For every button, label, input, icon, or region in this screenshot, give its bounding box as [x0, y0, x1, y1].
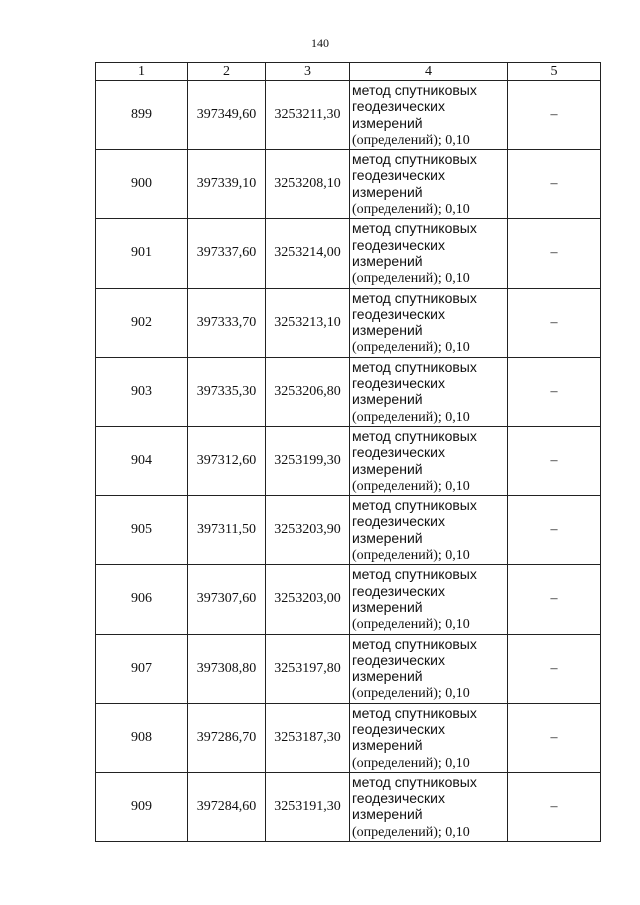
point-number: 904 — [96, 426, 188, 495]
point-number: 900 — [96, 150, 188, 219]
method-description — [350, 426, 508, 495]
note-dash: – — [508, 219, 601, 288]
method-line-3: измерений — [352, 114, 423, 131]
table-row — [96, 772, 601, 841]
method-line-4: (определений); 0,10 — [352, 478, 470, 494]
method-line-3: измерений — [352, 391, 423, 408]
coordinate-x: 397333,70 — [188, 288, 266, 357]
coordinate-x: 397312,60 — [188, 426, 266, 495]
method-line-3: измерений — [352, 737, 423, 754]
method-line-3: измерений — [352, 322, 423, 339]
method-line-4: (определений); 0,10 — [352, 686, 470, 702]
method-line-3: измерений — [352, 529, 423, 546]
method-line-4: (определений); 0,10 — [352, 132, 470, 148]
method-line-1: метод спутниковых — [352, 289, 477, 306]
table-row — [96, 357, 601, 426]
method-line-2: геодезических — [352, 651, 445, 668]
note-dash: – — [508, 634, 601, 703]
coordinate-y: 3253199,30 — [266, 426, 350, 495]
method-description — [350, 219, 508, 288]
coordinate-x: 397311,50 — [188, 496, 266, 565]
method-line-4: (определений); 0,10 — [352, 824, 470, 840]
method-line-2: геодезических — [352, 98, 445, 115]
coordinate-y: 3253197,80 — [266, 634, 350, 703]
method-line-1: метод спутниковых — [352, 635, 477, 652]
method-line-4: (определений); 0,10 — [352, 340, 470, 356]
coordinate-x: 397308,80 — [188, 634, 266, 703]
table-body — [96, 81, 601, 842]
method-description — [350, 150, 508, 219]
coordinate-x: 397349,60 — [188, 81, 266, 150]
method-line-1: метод спутниковых — [352, 704, 477, 721]
method-line-3: измерений — [352, 668, 423, 685]
method-line-4: (определений); 0,10 — [352, 755, 470, 771]
table-row — [96, 496, 601, 565]
method-description — [350, 496, 508, 565]
method-description — [350, 634, 508, 703]
method-description — [350, 357, 508, 426]
coordinate-y: 3253213,10 — [266, 288, 350, 357]
method-line-4: (определений); 0,10 — [352, 409, 470, 425]
coordinate-y: 3253214,00 — [266, 219, 350, 288]
table-row — [96, 426, 601, 495]
point-number: 906 — [96, 565, 188, 634]
coordinate-x: 397337,60 — [188, 219, 266, 288]
point-number: 901 — [96, 219, 188, 288]
coordinate-y: 3253191,30 — [266, 772, 350, 841]
method-line-1: метод спутниковых — [352, 566, 477, 583]
coordinate-y: 3253211,30 — [266, 81, 350, 150]
method-line-4: (определений); 0,10 — [352, 617, 470, 633]
coordinate-y: 3253187,30 — [266, 703, 350, 772]
note-dash: – — [508, 357, 601, 426]
point-number: 908 — [96, 703, 188, 772]
method-line-2: геодезических — [352, 790, 445, 807]
note-dash: – — [508, 565, 601, 634]
method-line-3: измерений — [352, 598, 423, 615]
coordinate-x: 397335,30 — [188, 357, 266, 426]
coordinate-x: 397286,70 — [188, 703, 266, 772]
table-row — [96, 150, 601, 219]
method-line-2: геодезических — [352, 444, 445, 461]
method-description — [350, 81, 508, 150]
method-line-3: измерений — [352, 806, 423, 823]
method-line-3: измерений — [352, 252, 423, 269]
method-line-1: метод спутниковых — [352, 358, 477, 375]
method-line-2: геодезических — [352, 167, 445, 184]
table-row — [96, 288, 601, 357]
header-col-4: 4 — [350, 63, 508, 81]
method-line-1: метод спутниковых — [352, 427, 477, 444]
table-row — [96, 81, 601, 150]
coordinate-y: 3253203,90 — [266, 496, 350, 565]
method-line-1: метод спутниковых — [352, 220, 477, 237]
point-number: 909 — [96, 772, 188, 841]
note-dash: – — [508, 703, 601, 772]
method-description — [350, 565, 508, 634]
coordinate-x: 397339,10 — [188, 150, 266, 219]
coordinates-table — [95, 62, 601, 842]
method-line-1: метод спутниковых — [352, 82, 477, 98]
method-line-3: измерений — [352, 460, 423, 477]
coordinate-y: 3253206,80 — [266, 357, 350, 426]
coordinate-x: 397307,60 — [188, 565, 266, 634]
point-number: 905 — [96, 496, 188, 565]
point-number: 899 — [96, 81, 188, 150]
method-line-3: измерений — [352, 183, 423, 200]
point-number: 902 — [96, 288, 188, 357]
coordinate-y: 3253208,10 — [266, 150, 350, 219]
header-row — [96, 63, 601, 81]
table-row — [96, 634, 601, 703]
method-line-2: геодезических — [352, 582, 445, 599]
method-line-1: метод спутниковых — [352, 773, 477, 790]
note-dash: – — [508, 426, 601, 495]
page-number: 140 — [311, 36, 329, 50]
header-col-2: 2 — [188, 63, 266, 81]
header-col-1: 1 — [96, 63, 188, 81]
header-col-3: 3 — [266, 63, 350, 81]
method-line-2: геодезических — [352, 720, 445, 737]
point-number: 907 — [96, 634, 188, 703]
table-row — [96, 565, 601, 634]
method-line-2: геодезических — [352, 305, 445, 322]
method-line-4: (определений); 0,10 — [352, 271, 470, 287]
method-line-1: метод спутниковых — [352, 151, 477, 168]
method-line-1: метод спутниковых — [352, 497, 477, 514]
table-row — [96, 219, 601, 288]
method-line-2: геодезических — [352, 236, 445, 253]
note-dash: – — [508, 288, 601, 357]
method-description — [350, 288, 508, 357]
method-line-4: (определений); 0,10 — [352, 202, 470, 218]
method-line-4: (определений); 0,10 — [352, 548, 470, 564]
note-dash: – — [508, 772, 601, 841]
header-col-5: 5 — [508, 63, 601, 81]
table-row — [96, 703, 601, 772]
note-dash: – — [508, 496, 601, 565]
method-line-2: геодезических — [352, 513, 445, 530]
method-description — [350, 703, 508, 772]
method-description — [350, 772, 508, 841]
method-line-2: геодезических — [352, 375, 445, 392]
note-dash: – — [508, 81, 601, 150]
note-dash: – — [508, 150, 601, 219]
coordinate-y: 3253203,00 — [266, 565, 350, 634]
coordinate-x: 397284,60 — [188, 772, 266, 841]
point-number: 903 — [96, 357, 188, 426]
table-header — [96, 63, 601, 81]
